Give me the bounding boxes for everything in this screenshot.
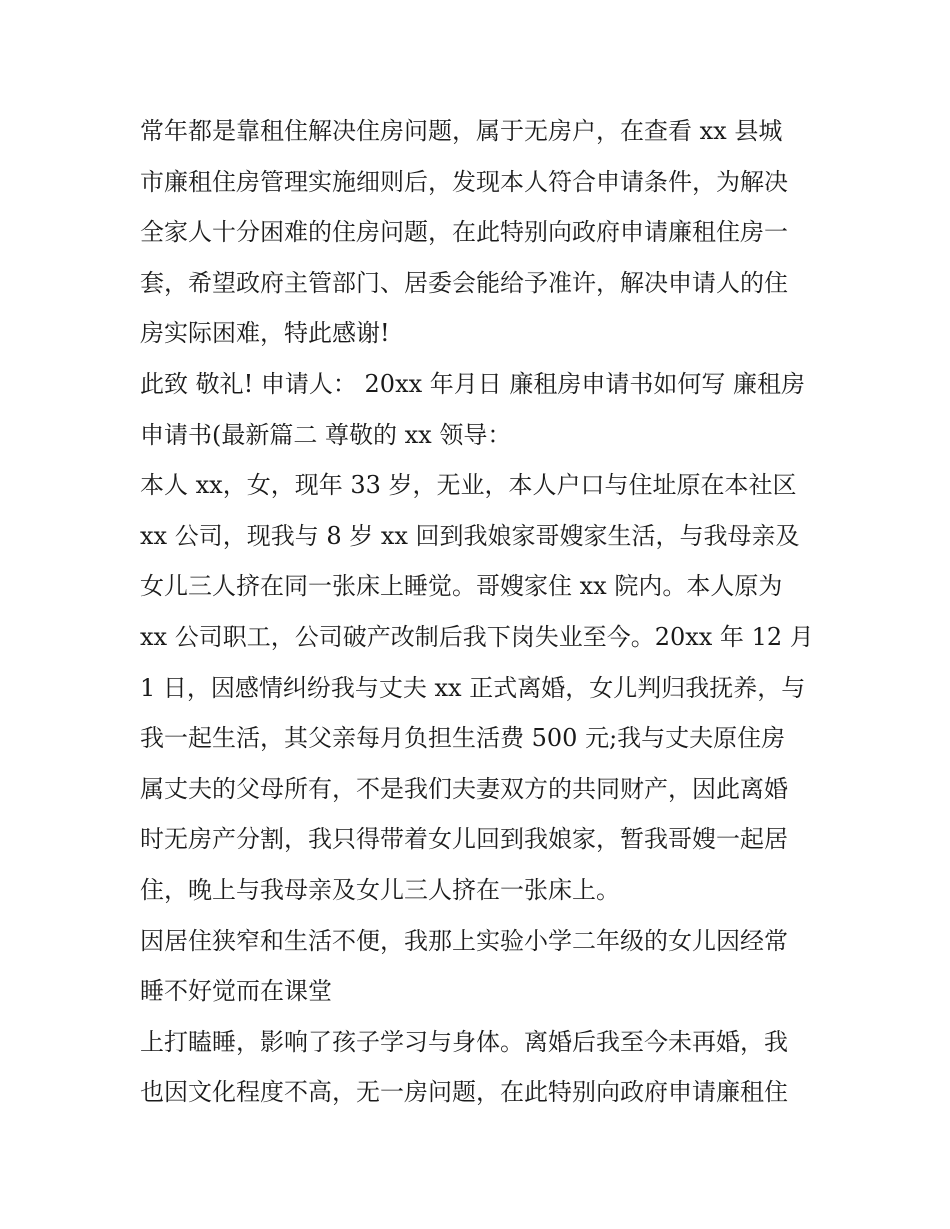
text-line: xx 公司职工，公司破产改制后我下岗失业至今。20xx 年 12 月 xyxy=(140,622,814,651)
text-line: 睡不好觉而在课堂 xyxy=(140,977,332,1006)
text-line: 申请书(最新篇二 尊敬的 xx 领导： xyxy=(140,420,512,449)
text-line: 套，希望政府主管部门、居委会能给予准许，解决申请人的住 xyxy=(140,268,788,297)
text-line: 市廉租住房管理实施细则后，发现本人符合申请条件，为解决 xyxy=(140,167,788,196)
text-line: 全家人十分困难的住房问题，在此特别向政府申请廉租住房一 xyxy=(140,218,788,247)
text-line: 住，晚上与我母亲及女儿三人挤在一张床上。 xyxy=(140,875,620,904)
text-line: 时无房产分割，我只得带着女儿回到我娘家，暂我哥嫂一起居 xyxy=(140,825,788,854)
text-line: 我一起生活，其父亲每月负担生活费 500 元;我与丈夫原住房 xyxy=(140,724,786,753)
text-line: xx 公司，现我与 8 岁 xx 回到我娘家哥嫂家生活，与我母亲及 xyxy=(140,521,800,550)
text-line: 常年都是靠租住解决住房问题，属于无房户，在查看 xx 县城 xyxy=(140,117,783,145)
text-line: 此致 敬礼! 申请人： 20xx 年月日 廉租房申请书如何写 廉租房 xyxy=(140,369,806,398)
text-line: 1 日，因感情纠纷我与丈夫 xx 正式离婚，女儿判归我抚养，与 xyxy=(140,673,806,702)
text-line: 属丈夫的父母所有，不是我们夫妻双方的共同财产，因此离婚 xyxy=(140,774,788,803)
text-line: 本人 xx，女，现年 33 岁，无业，本人户口与住址原在本社区 xyxy=(140,471,797,500)
document-body xyxy=(140,106,830,1118)
text-line: 女儿三人挤在同一张床上睡觉。哥嫂家住 xx 院内。本人原为 xyxy=(140,572,783,601)
text-line: 房实际困难，特此感谢! xyxy=(140,319,390,348)
text-line: 也因文化程度不高，无一房问题，在此特别向政府申请廉租住 xyxy=(140,1078,788,1107)
text-line: 因居住狭窄和生活不便，我那上实验小学二年级的女儿因经常 xyxy=(140,926,788,955)
text-line: 上打瞌睡，影响了孩子学习与身体。离婚后我至今未再婚，我 xyxy=(140,1027,788,1056)
